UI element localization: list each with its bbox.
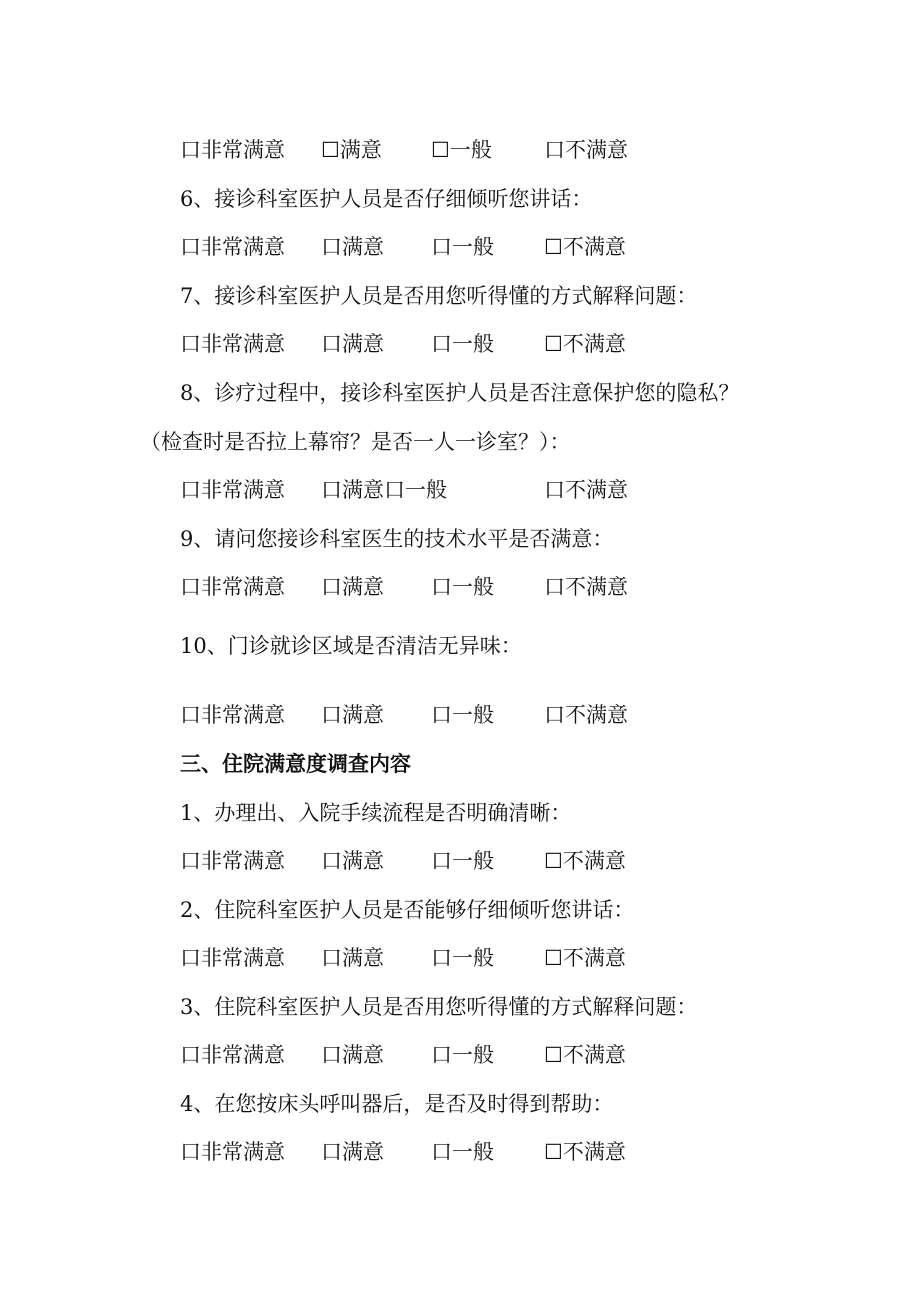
option-average[interactable]: 口一般	[431, 235, 494, 259]
section-3-question-1: 1、办理出、入院手续流程是否明确清晰：	[180, 801, 572, 825]
option-unsatisfied[interactable]: ☐不满意	[544, 946, 626, 970]
option-satisfied[interactable]: 口满意	[321, 1043, 384, 1067]
question-7: 7、接诊科室医护人员是否用您听得懂的方式解释问题：	[180, 284, 698, 308]
option-satisfied[interactable]: 口满意	[321, 235, 384, 259]
option-unsatisfied[interactable]: ☐不满意	[544, 1043, 626, 1067]
option-unsatisfied[interactable]: 口不满意	[544, 478, 628, 502]
option-average[interactable]: 口一般	[431, 703, 494, 727]
option-satisfied[interactable]: 口满意	[321, 332, 384, 356]
question-8-line-1: 8、诊疗过程中，接诊科室医护人员是否注意保护您的隐私？	[180, 381, 740, 405]
option-unsatisfied[interactable]: ☐不满意	[544, 1140, 626, 1164]
option-very-satisfied[interactable]: 口非常满意	[180, 575, 285, 599]
option-average[interactable]: 口一般	[431, 575, 494, 599]
option-unsatisfied[interactable]: ☐不满意	[544, 849, 626, 873]
section-3-question-4: 4、在您按床头呼叫器后，是否及时得到帮助：	[180, 1092, 614, 1116]
option-very-satisfied[interactable]: 口非常满意	[180, 703, 285, 727]
section-3-question-2: 2、住院科室医护人员是否能够仔细倾听您讲话：	[180, 898, 635, 922]
option-average[interactable]: ☐一般	[431, 138, 492, 162]
option-unsatisfied[interactable]: 口不满意	[544, 575, 628, 599]
option-satisfied[interactable]: 口满意	[321, 703, 384, 727]
option-unsatisfied[interactable]: ☐不满意	[544, 235, 626, 259]
option-very-satisfied[interactable]: 口非常满意	[180, 138, 285, 162]
option-very-satisfied[interactable]: 口非常满意	[180, 332, 285, 356]
section-3-title: 三、住院满意度调查内容	[180, 752, 411, 776]
question-9: 9、请问您接诊科室医生的技术水平是否满意：	[180, 527, 614, 551]
option-satisfied[interactable]: ☐满意	[321, 138, 382, 162]
option-unsatisfied[interactable]: ☐不满意	[544, 332, 626, 356]
option-satisfied[interactable]: 口满意	[321, 946, 384, 970]
option-very-satisfied[interactable]: 口非常满意	[180, 1140, 285, 1164]
option-very-satisfied[interactable]: 口非常满意	[180, 1043, 285, 1067]
option-average[interactable]: 口一般	[431, 332, 494, 356]
option-satisfied-average-merged[interactable]: 口满意口一般	[321, 478, 447, 502]
option-average[interactable]: 口一般	[431, 1043, 494, 1067]
option-very-satisfied[interactable]: 口非常满意	[180, 849, 285, 873]
option-average[interactable]: 口一般	[431, 1140, 494, 1164]
option-average[interactable]: 口一般	[431, 946, 494, 970]
question-6: 6、接诊科室医护人员是否仔细倾听您讲话：	[180, 187, 593, 211]
section-3-question-3: 3、住院科室医护人员是否用您听得懂的方式解释问题：	[180, 995, 698, 1019]
option-unsatisfied[interactable]: 口不满意	[544, 138, 628, 162]
option-satisfied[interactable]: 口满意	[321, 575, 384, 599]
option-average[interactable]: 口一般	[431, 849, 494, 873]
option-very-satisfied[interactable]: 口非常满意	[180, 946, 285, 970]
option-satisfied[interactable]: 口满意	[321, 1140, 384, 1164]
option-very-satisfied[interactable]: 口非常满意	[180, 235, 285, 259]
question-8-line-2: （检查时是否拉上幕帘？是否一人一诊室？）：	[140, 430, 571, 454]
question-10: 10、门诊就诊区域是否清洁无异味：	[180, 634, 522, 658]
option-satisfied[interactable]: 口满意	[321, 849, 384, 873]
option-very-satisfied[interactable]: 口非常满意	[180, 478, 285, 502]
option-unsatisfied[interactable]: 口不满意	[544, 703, 628, 727]
